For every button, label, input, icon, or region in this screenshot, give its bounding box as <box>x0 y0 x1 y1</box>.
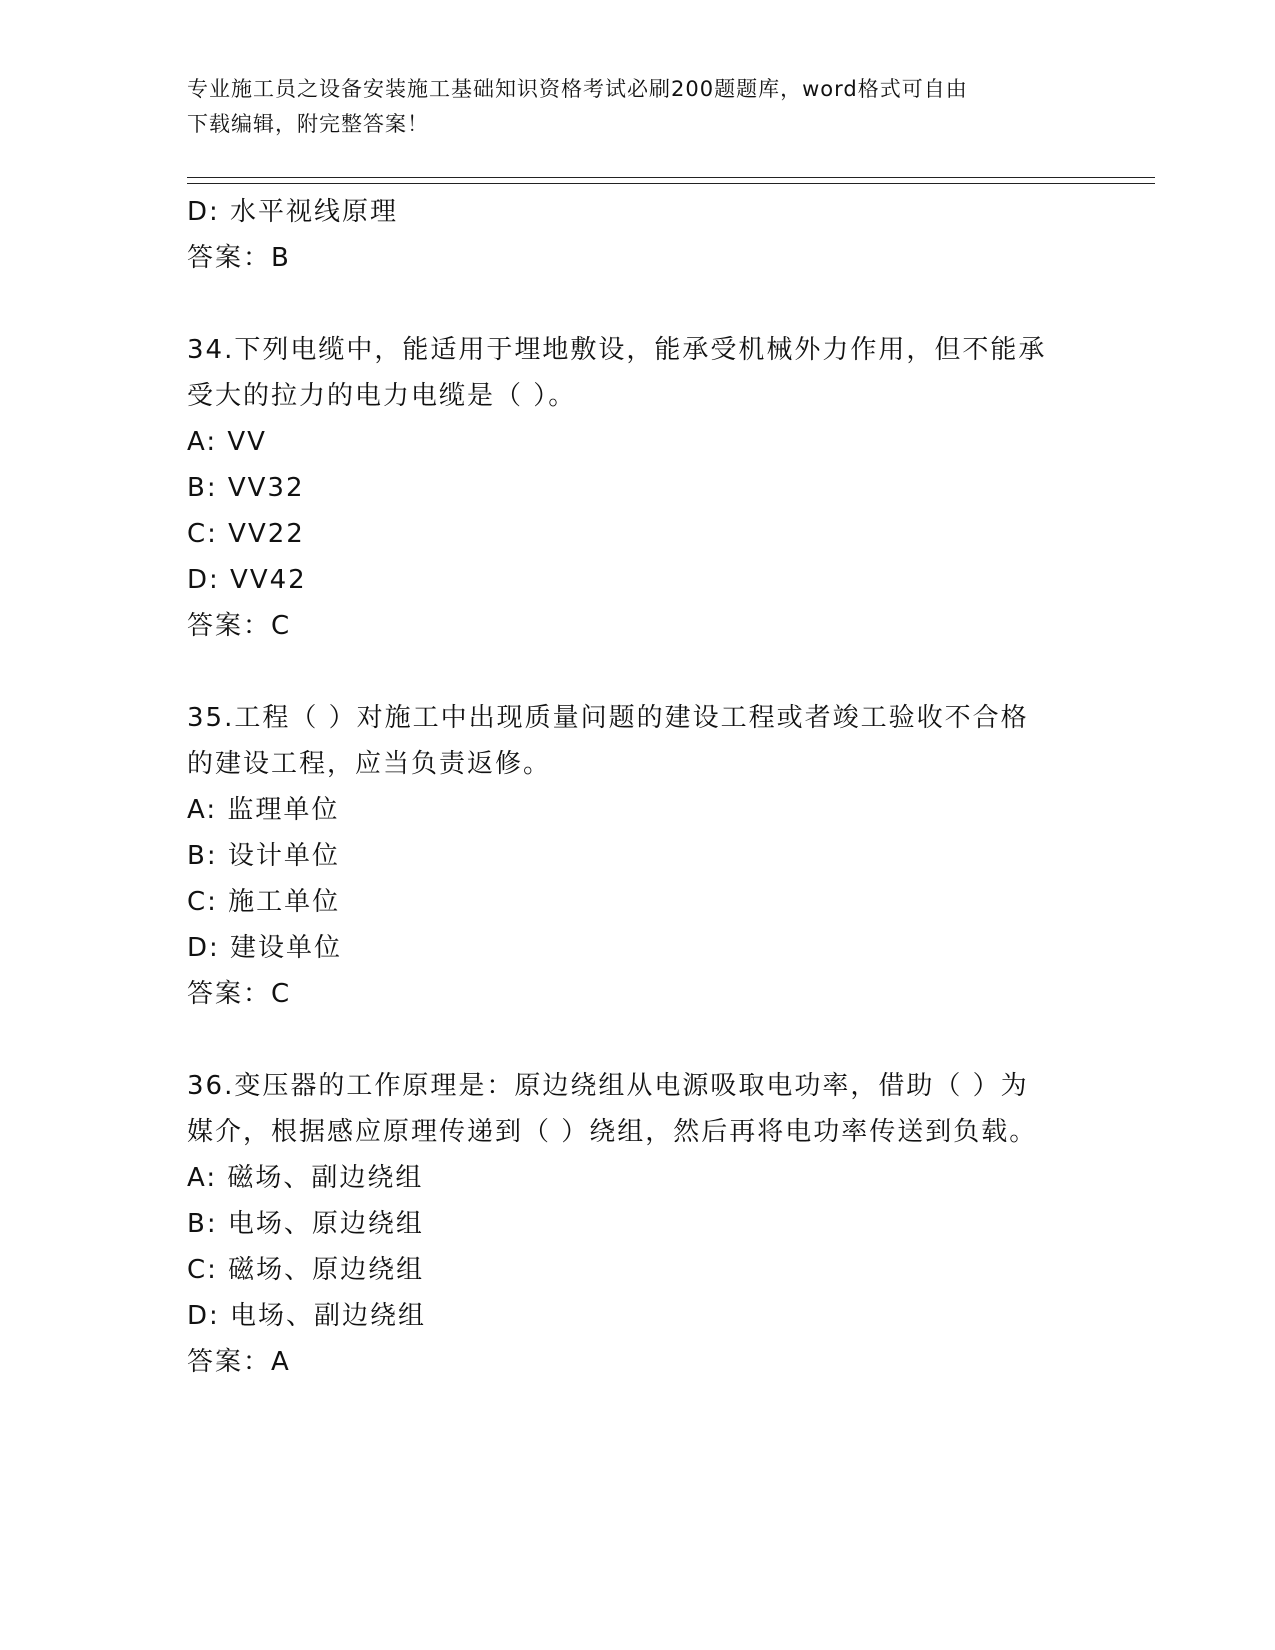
document-header <box>187 72 1087 142</box>
answer: 答案：C <box>187 611 292 641</box>
option-d: D: 建设单位 <box>187 933 343 963</box>
option-b: B: 电场、原边绕组 <box>187 1209 424 1239</box>
option-b: B: 设计单位 <box>187 841 340 871</box>
question-stem-line-1: 34.下列电缆中，能适用于埋地敷设，能承受机械外力作用，但不能承 <box>187 335 1047 365</box>
header-line-2: 下载编辑，附完整答案！ <box>187 112 429 136</box>
prev-option-d: D: 水平视线原理 <box>187 197 399 227</box>
option-a: A: 监理单位 <box>187 795 340 825</box>
question-stem-line-2: 媒介，根据感应原理传递到（ ）绕组，然后再将电功率传送到负载。 <box>187 1117 1038 1147</box>
option-d: D: 电场、副边绕组 <box>187 1301 427 1331</box>
header-divider-top <box>187 177 1155 178</box>
option-d: D: VV42 <box>187 565 307 595</box>
question-34 <box>187 327 1087 649</box>
option-c: C: 磁场、原边绕组 <box>187 1255 425 1285</box>
option-a: A: VV <box>187 427 267 457</box>
question-content <box>187 189 1087 1385</box>
answer: 答案：A <box>187 1347 291 1377</box>
header-divider-bottom <box>187 183 1155 184</box>
option-a: A: 磁场、副边绕组 <box>187 1163 424 1193</box>
option-b: B: VV32 <box>187 473 305 503</box>
option-c: C: 施工单位 <box>187 887 341 917</box>
header-line-1: 专业施工员之设备安装施工基础知识资格考试必刷200题题库，word格式可自由 <box>187 77 968 101</box>
question-stem-line-2: 的建设工程，应当负责返修。 <box>187 749 552 779</box>
option-c: C: VV22 <box>187 519 305 549</box>
question-stem-line-1: 36.变压器的工作原理是：原边绕组从电源吸取电功率，借助（ ）为 <box>187 1071 1029 1101</box>
question-stem-line-2: 受大的拉力的电力电缆是（ ）。 <box>187 381 577 411</box>
prev-answer: 答案：B <box>187 243 291 273</box>
question-stem-line-1: 35.工程（ ）对施工中出现质量问题的建设工程或者竣工验收不合格 <box>187 703 1029 733</box>
question-35 <box>187 695 1087 1017</box>
answer: 答案：C <box>187 979 292 1009</box>
question-36 <box>187 1063 1087 1385</box>
